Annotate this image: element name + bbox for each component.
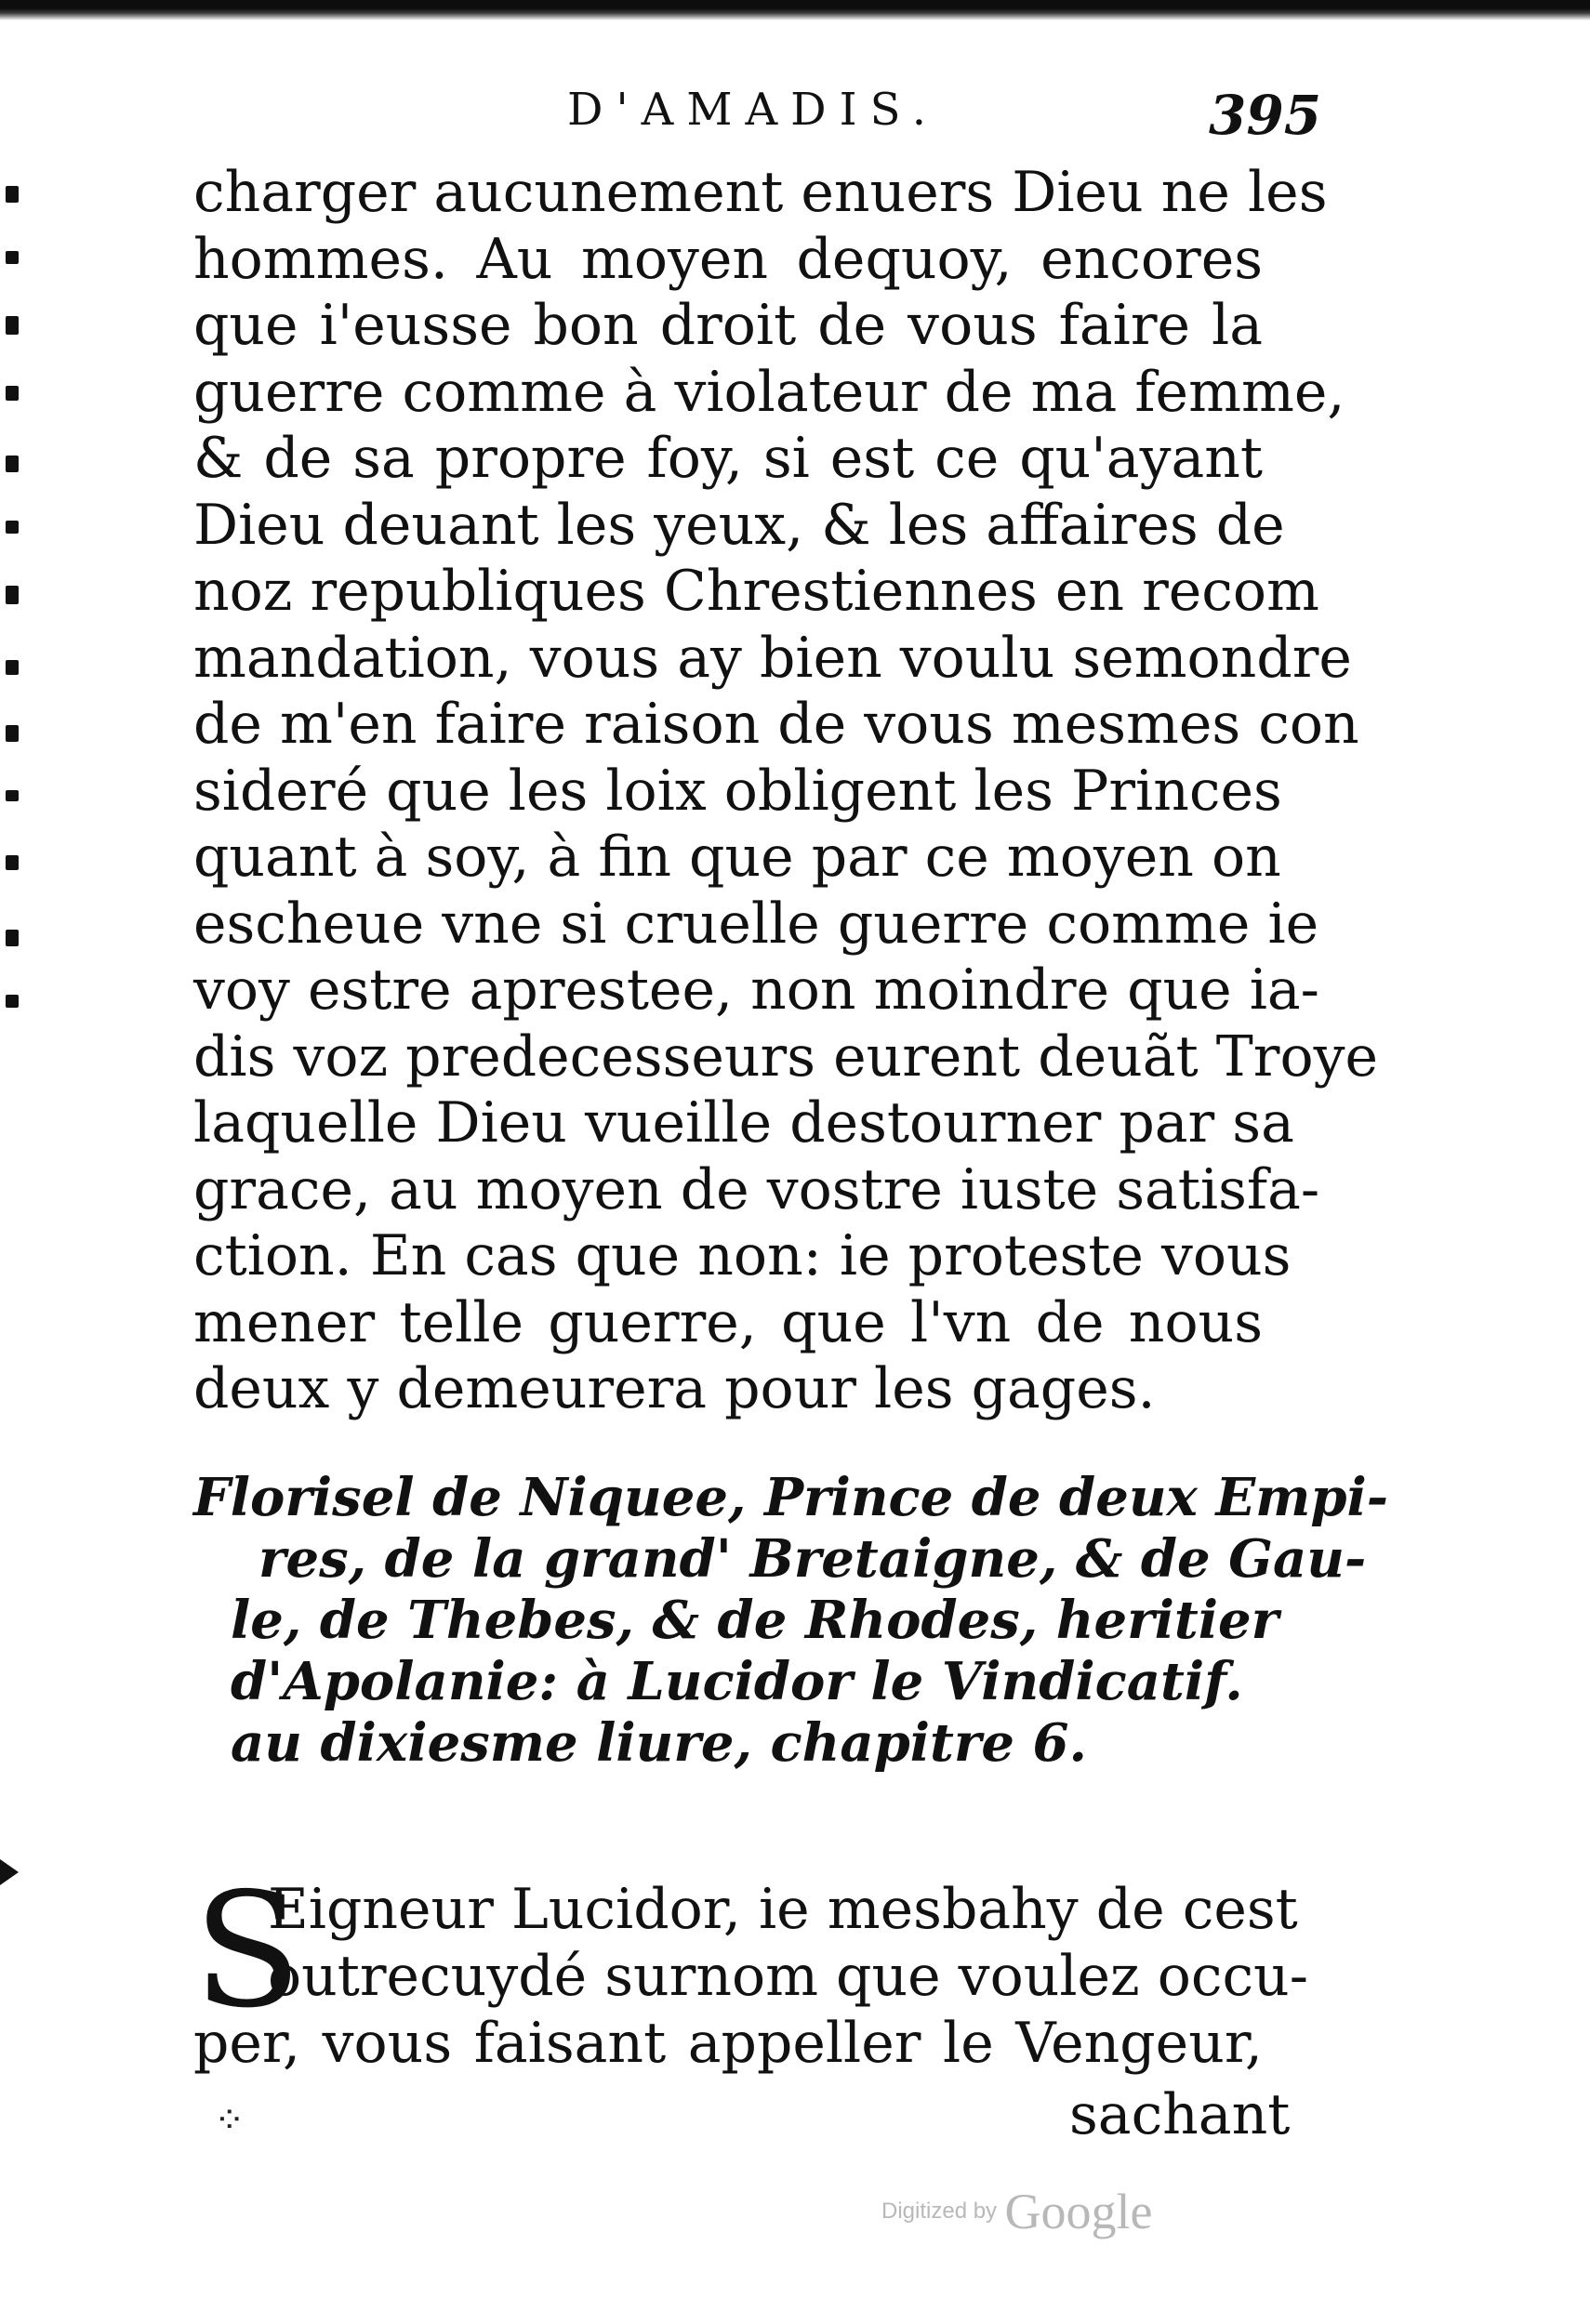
- text-line: dis voz predecesseurs eurent deuãt Troye: [193, 1023, 1378, 1089]
- letter-closing-paragraph: [193, 160, 1378, 1423]
- digitized-by-label: Digitized by: [881, 2199, 998, 2224]
- text-line: sideré que les loix obligent les Princes: [193, 758, 1282, 824]
- catchword: sachant: [1069, 2082, 1291, 2147]
- next-letter-paragraph: [193, 1859, 1308, 2077]
- text-line: laquelle Dieu vueille destourner par sa: [193, 1090, 1294, 1155]
- heading-line: Florisel de Niquee, Prince de deux Empi-: [193, 1467, 1389, 1528]
- text-line: grace, au moyen de vostre iuste satisfa-: [193, 1156, 1320, 1222]
- text-line: voy estre aprestee, non moindre que ia-: [193, 957, 1319, 1023]
- heading-line: res, de la grand' Bretaigne, & de Gau-: [258, 1528, 1367, 1590]
- text-line: Dieu deuant les yeux, & les affaires de: [193, 492, 1285, 558]
- running-head: [0, 84, 1590, 158]
- text-line: escheue vne si cruelle guerre comme ie: [193, 891, 1319, 957]
- text-line: mener telle guerre, que l'vn de nous: [193, 1289, 1263, 1355]
- letter-heading: [193, 1467, 1389, 1774]
- heading-line: le, de Thebes, & de Rhodes, heritier: [231, 1590, 1279, 1651]
- text-line: ction. En cas que non: ie proteste vous: [193, 1223, 1292, 1288]
- text-line: guerre comme à violateur de ma femme,: [193, 359, 1345, 425]
- text-line: & de sa propre foy, si est ce qu'ayant: [193, 426, 1263, 491]
- page-number: 395: [1209, 84, 1322, 147]
- text-line: de m'en faire raison de vous mesmes con: [193, 692, 1359, 757]
- running-title: D'AMADIS.: [566, 84, 940, 136]
- text-line: outrecuydé surnom que voulez occu-: [268, 1944, 1308, 2009]
- facing-page-mark: [0, 1859, 19, 1885]
- drop-cap: S: [193, 1859, 302, 2043]
- page-top-edge-shadow: [0, 0, 1590, 20]
- text-line: mandation, vous ay bien voulu semondre: [193, 625, 1352, 691]
- text-line: noz republiques Chrestiennes en recom: [193, 559, 1319, 624]
- text-line-last: deux y demeurera pour les gages.: [193, 1356, 1156, 1421]
- text-line: que i'eusse bon droit de vous faire la: [193, 293, 1263, 358]
- facing-page-edge: [0, 177, 37, 1106]
- heading-line: d'Apolanie: à Lucidor le Vindicatif.: [231, 1651, 1243, 1712]
- text-line: charger aucunement enuers Dieu ne les: [193, 160, 1328, 225]
- text-line: Eigneur Lucidor, ie mesbahy de cest: [268, 1877, 1298, 1942]
- signature-mark-icon: ⁘: [214, 2099, 245, 2142]
- text-line: hommes. Au moyen dequoy, encores: [193, 226, 1263, 292]
- digitized-watermark: [881, 2183, 1152, 2240]
- heading-line: au dixiesme liure, chapitre 6.: [231, 1712, 1087, 1774]
- google-logo: Google: [1004, 2184, 1153, 2239]
- text-line: quant à soy, à fin que par ce moyen on: [193, 825, 1281, 890]
- text-line: per, vous faisant appeller le Vengeur,: [193, 2011, 1263, 2076]
